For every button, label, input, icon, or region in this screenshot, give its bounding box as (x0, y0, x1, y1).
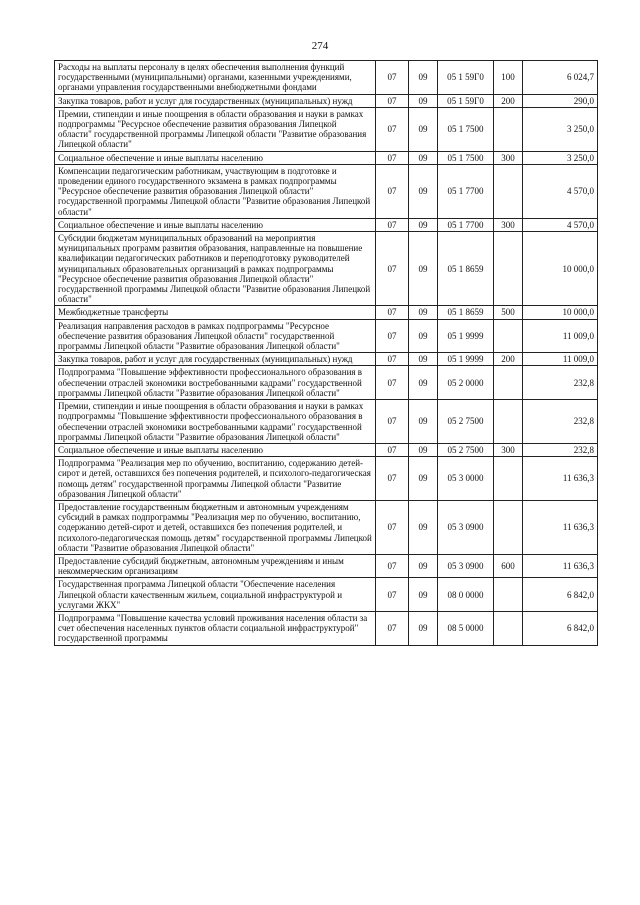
row-amount: 6 842,0 (523, 611, 598, 645)
row-description: Предоставление государственным бюджетным и автономным учреждениям субсидий в рамках подпрограммы "Реализация мер по обучению, воспитанию, содержанию детей-сирот и детей, оставшихся без попечения родителей, и психолого-педагогическая помощь детям" государственной программы Липецкой области "Развитие образования Липецкой области" (55, 500, 376, 554)
row-amount: 11 636,3 (523, 457, 598, 501)
row-expense-type (494, 107, 523, 151)
row-expense-type: 300 (494, 443, 523, 456)
row-subsection-code: 09 (409, 61, 438, 95)
row-description: Премии, стипендии и иные поощрения в области образования и науки в рамках подпрограммы "Повышение эффективности профессионального образования в обеспечении отраслей экономики востребованными кадрами" государственной программы Липецкой области "Развитие образования Липецкой области" (55, 400, 376, 444)
row-subsection-code: 09 (409, 151, 438, 164)
row-section-code: 07 (376, 457, 409, 501)
row-section-code: 07 (376, 61, 409, 95)
row-description: Подпрограмма "Повышение эффективности профессионального образования в обеспечении отраслей экономики востребованными кадрами" государственной программы Липецкой области "Развитие образования Липецкой области" (55, 366, 376, 400)
row-section-code: 07 (376, 306, 409, 319)
row-description: Закупка товаров, работ и услуг для государственных (муниципальных) нужд (55, 94, 376, 107)
row-section-code: 07 (376, 107, 409, 151)
row-amount: 10 000,0 (523, 306, 598, 319)
row-section-code: 07 (376, 319, 409, 353)
row-section-code: 07 (376, 400, 409, 444)
row-subsection-code: 09 (409, 611, 438, 645)
row-amount: 11 636,3 (523, 500, 598, 554)
row-target-article: 05 1 59Г0 (438, 94, 494, 107)
row-amount: 3 250,0 (523, 151, 598, 164)
row-subsection-code: 09 (409, 500, 438, 554)
row-section-code: 07 (376, 611, 409, 645)
row-expense-type (494, 400, 523, 444)
table-row (55, 554, 598, 577)
table-row (55, 94, 598, 107)
row-section-code: 07 (376, 232, 409, 306)
page-number: 274 (311, 40, 329, 52)
row-subsection-code: 09 (409, 443, 438, 456)
row-description: Социальное обеспечение и иные выплаты населению (55, 151, 376, 164)
table-row (55, 611, 598, 645)
row-target-article: 05 1 7700 (438, 164, 494, 218)
row-expense-type (494, 500, 523, 554)
row-section-code: 07 (376, 578, 409, 612)
row-expense-type: 100 (494, 61, 523, 95)
table-row (55, 107, 598, 151)
row-target-article: 05 2 7500 (438, 443, 494, 456)
row-target-article: 05 1 7500 (438, 151, 494, 164)
row-target-article: 08 5 0000 (438, 611, 494, 645)
row-subsection-code: 09 (409, 319, 438, 353)
row-target-article: 05 3 0000 (438, 457, 494, 501)
row-target-article: 08 0 0000 (438, 578, 494, 612)
row-target-article: 05 2 7500 (438, 400, 494, 444)
row-section-code: 07 (376, 366, 409, 400)
row-target-article: 05 1 9999 (438, 353, 494, 366)
row-target-article: 05 2 0000 (438, 366, 494, 400)
table-row (55, 366, 598, 400)
row-amount: 6 842,0 (523, 578, 598, 612)
row-amount: 3 250,0 (523, 107, 598, 151)
row-expense-type (494, 366, 523, 400)
row-description: Субсидии бюджетам муниципальных образований на мероприятия муниципальных программ развития образования, направленные на повышение квалификации педагогических работников и переподготовку руководителей муниципальных образовательных организаций в рамках подпрограммы "Ресурсное обеспечение развития образования Липецкой области" государственной программы Липецкой области "Развитие образования Липецкой области" (55, 232, 376, 306)
row-amount: 4 570,0 (523, 164, 598, 218)
row-expense-type: 300 (494, 218, 523, 231)
row-target-article: 05 1 7700 (438, 218, 494, 231)
row-expense-type: 200 (494, 353, 523, 366)
row-amount: 232,8 (523, 443, 598, 456)
row-amount: 4 570,0 (523, 218, 598, 231)
row-description: Социальное обеспечение и иные выплаты населению (55, 443, 376, 456)
row-section-code: 07 (376, 218, 409, 231)
row-expense-type: 500 (494, 306, 523, 319)
table-row (55, 500, 598, 554)
row-description: Социальное обеспечение и иные выплаты населению (55, 218, 376, 231)
row-expense-type: 300 (494, 151, 523, 164)
row-description: Реализация направления расходов в рамках подпрограммы "Ресурсное обеспечение развития образования Липецкой области" государственной программы Липецкой области "Развитие образования Липецкой области" (55, 319, 376, 353)
table-row (55, 232, 598, 306)
table-row (55, 151, 598, 164)
row-subsection-code: 09 (409, 366, 438, 400)
row-section-code: 07 (376, 500, 409, 554)
table-row (55, 306, 598, 319)
table-row (55, 61, 598, 95)
table-row (55, 443, 598, 456)
row-expense-type: 600 (494, 554, 523, 577)
row-section-code: 07 (376, 164, 409, 218)
row-expense-type (494, 578, 523, 612)
row-subsection-code: 09 (409, 218, 438, 231)
table-row (55, 457, 598, 501)
row-amount: 11 636,3 (523, 554, 598, 577)
row-subsection-code: 09 (409, 457, 438, 501)
table-row (55, 578, 598, 612)
row-section-code: 07 (376, 94, 409, 107)
row-subsection-code: 09 (409, 578, 438, 612)
row-section-code: 07 (376, 151, 409, 164)
row-description: Государственная программа Липецкой области "Обеспечение населения Липецкой области качественным жильем, социальной инфраструктурой и услугами ЖКХ" (55, 578, 376, 612)
row-subsection-code: 09 (409, 554, 438, 577)
row-target-article: 05 1 59Г0 (438, 61, 494, 95)
row-description: Компенсации педагогическим работникам, участвующим в подготовке и проведении единого государственного экзамена в рамках подпрограммы "Ресурсное обеспечение развития образования Липецкой области" государственной программы Липецкой области "Развитие образования Липецкой области" (55, 164, 376, 218)
table-row (55, 400, 598, 444)
row-description: Межбюджетные трансферты (55, 306, 376, 319)
row-subsection-code: 09 (409, 353, 438, 366)
row-amount: 11 009,0 (523, 353, 598, 366)
budget-table (54, 60, 598, 646)
table-row (55, 218, 598, 231)
row-subsection-code: 09 (409, 94, 438, 107)
row-target-article: 05 1 9999 (438, 319, 494, 353)
table-row (55, 353, 598, 366)
table-row (55, 164, 598, 218)
row-expense-type (494, 319, 523, 353)
row-description: Премии, стипендии и иные поощрения в области образования и науки в рамках подпрограммы "Ресурсное обеспечение развития образования Липецкой области" государственной программы Липецкой области "Развитие образования Липецкой области" (55, 107, 376, 151)
row-amount: 232,8 (523, 366, 598, 400)
row-section-code: 07 (376, 554, 409, 577)
row-expense-type: 200 (494, 94, 523, 107)
row-expense-type (494, 232, 523, 306)
row-target-article: 05 1 7500 (438, 107, 494, 151)
row-description: Подпрограмма "Повышение качества условий проживания населения области за счет обеспечения населенных пунктов области социальной инфраструктурой" государственной программы (55, 611, 376, 645)
row-description: Расходы на выплаты персоналу в целях обеспечения выполнения функций государственными (муниципальными) органами, казенными учреждениями, органами управления государственными внебюджетными фондами (55, 61, 376, 95)
row-target-article: 05 3 0900 (438, 554, 494, 577)
row-expense-type (494, 611, 523, 645)
row-amount: 6 024,7 (523, 61, 598, 95)
row-description: Предоставление субсидий бюджетным, автономным учреждениям и иным некоммерческим организациям (55, 554, 376, 577)
row-target-article: 05 1 8659 (438, 306, 494, 319)
row-expense-type (494, 457, 523, 501)
row-subsection-code: 09 (409, 306, 438, 319)
row-target-article: 05 3 0900 (438, 500, 494, 554)
row-subsection-code: 09 (409, 232, 438, 306)
row-target-article: 05 1 8659 (438, 232, 494, 306)
row-amount: 232,8 (523, 400, 598, 444)
table-row (55, 319, 598, 353)
row-expense-type (494, 164, 523, 218)
row-subsection-code: 09 (409, 164, 438, 218)
row-section-code: 07 (376, 353, 409, 366)
row-subsection-code: 09 (409, 400, 438, 444)
row-amount: 10 000,0 (523, 232, 598, 306)
row-section-code: 07 (376, 443, 409, 456)
row-amount: 11 009,0 (523, 319, 598, 353)
row-amount: 290,0 (523, 94, 598, 107)
row-subsection-code: 09 (409, 107, 438, 151)
row-description: Закупка товаров, работ и услуг для государственных (муниципальных) нужд (55, 353, 376, 366)
budget-table-body (55, 61, 598, 646)
row-description: Подпрограмма "Реализация мер по обучению, воспитанию, содержанию детей-сирот и детей, оставшихся без попечения родителей, и психолого-педагогическая помощь детям" государственной программы Липецкой области "Развитие образования Липецкой области" (55, 457, 376, 501)
